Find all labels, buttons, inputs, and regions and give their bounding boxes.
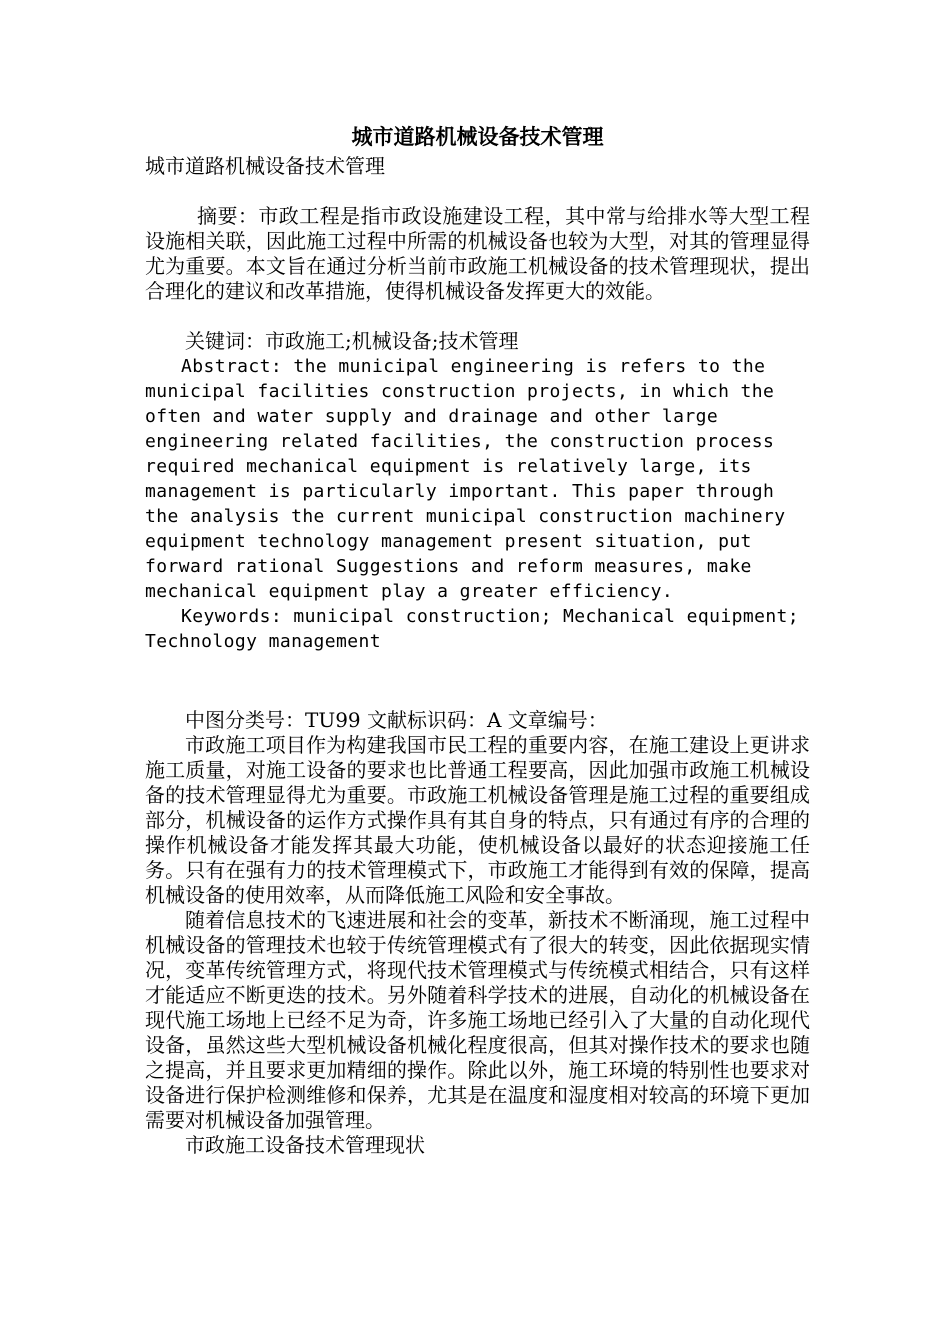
classification-line: 中图分类号：TU99 文献标识码：A 文章编号： (185, 708, 608, 732)
keywords-chinese: 关键词：市政施工;机械设备;技术管理 (185, 329, 519, 353)
body-paragraph-1: 市政施工项目作为构建我国市民工程的重要内容，在施工建设上更讲求施工质量，对施工设备的要求也比普通工程要高，因此加强市政施工机械设备的技术管理显得尤为重要。市政施工机械设备管理是施工过程的重要组成部分，机械设备的运作方式操作具有其自身的特点，只有通过有序的合理的操作机械设备才能发挥其最大功能，使机械设备以最好的状态迎接施工任务。只有在强有力的技术管理模式下，市政施工才能得到有效的保障，提高机械设备的使用效率，从而降低施工风险和安全事故。 (145, 733, 810, 907)
abstract-english: Abstract: the municipal engineering is refers to the municipal facilities construction projects, in which the often and water supply and drainage and other large engineering related facilities, the construction process required mechanical equipment is relatively large, its management is particularly important. This paper through the analysis the current municipal construction machinery equipment technology management present situation, put forward rational Suggestions and reform measures, make mechanical equipment play a greater efficiency. (145, 356, 786, 602)
body-paragraph-2: 随着信息技术的飞速进展和社会的变革，新技术不断涌现，施工过程中机械设备的管理技术也较于传统管理模式有了很大的转变，因此依据现实情况，变革传统管理方式，将现代技术管理模式与传统模式相结合，只有这样才能适应不断更迭的技术。另外随着科学技术的进展，自动化的机械设备在现代施工场地上已经不足为奇，许多施工场地已经引入了大量的自动化现代设备，虽然这些大型机械设备机械化程度很高，但其对操作技术的要求也随之提高，并且要求更加精细的操作。除此以外，施工环境的特别性也要求对设备进行保护检测维修和保养，尤其是在温度和湿度相对较高的环境下更加需要对机械设备加强管理。 (145, 908, 810, 1132)
document-title: 城市道路机械设备技术管理 (351, 124, 604, 149)
abstract-chinese: 摘要：市政工程是指市政设施建设工程，其中常与给排水等大型工程设施相关联，因此施工过程中所需的机械设备也较为大型，对其的管理显得尤为重要。本文旨在通过分析当前市政施工机械设备的技术管理现状，提出合理化的建议和改革措施，使得机械设备发挥更大的效能。 (145, 204, 810, 303)
document-page (145, 122, 810, 1158)
section-heading: 市政施工设备技术管理现状 (185, 1133, 425, 1157)
document-subtitle: 城市道路机械设备技术管理 (145, 154, 385, 178)
keywords-english: Keywords: municipal construction; Mechanical equipment; Technology management (145, 606, 800, 652)
